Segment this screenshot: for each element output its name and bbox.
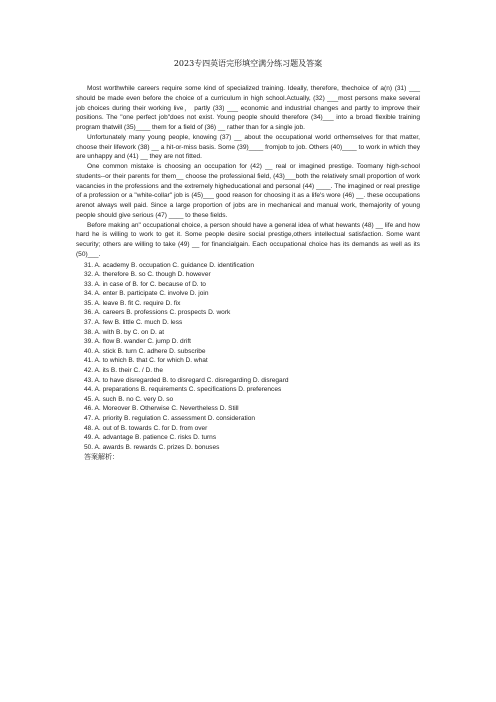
- option-line: 33. A. in case of B. for C. because of D. to: [84, 280, 206, 288]
- document-title: 2023专四英语完形填空满分练习题及答案: [173, 59, 323, 68]
- option-line: 34. A. enter B. participate C. involve D. join: [84, 290, 209, 298]
- option-line: 49. A. advantage B. patience C. risks D. turns: [84, 434, 217, 442]
- option-line: 38. A. with B. by C. on D. at: [84, 328, 165, 336]
- option-line: 47. A. priority B. regulation C. assessment D. consideration: [84, 415, 256, 422]
- paragraph: Most worthwhile careers require some kind of specialized training. Ideally, therefore, thechoice of a(n) (31) ___ should be made even before the choice of a curriculum in high school.Actually, (32) ___most persons make several job choices during their working live， partly (33) ___ economic and industrial changes and partly to improve their positions. The "one perfect job"does not exist. Young people should therefore (34)___ into a broad flexible training program thatwill (35)____ them for a field of (36) __ rather than for a single job.: [76, 85, 420, 131]
- option-line: 50. A. awards B. rewards C. prizes D. bonuses: [84, 443, 220, 451]
- option-line: 37. A. few B. little C. much D. less: [84, 319, 183, 327]
- option-line: 32. A. therefore B. so C. though D. however: [84, 271, 211, 279]
- paragraph: Unfortunately many young people, knowing (37) __ about the occupational world orthemselves for that matter, choose their lifework (38) __ a hit-or-miss basis. Some (39)____ fromjob to job. Others (40)____ to work in which they are unhappy and (41) __ they are not fitted.: [76, 133, 420, 161]
- option-line: 42. A. its B. their C. / D. the: [84, 367, 163, 375]
- option-line: 39. A. flow B. wander C. jump D. drift: [84, 338, 191, 346]
- answer-heading: 答案解析：: [84, 453, 119, 462]
- option-line: 46. A. Moreover B. Otherwise C. Nevertheless D. Still: [84, 405, 239, 413]
- options-list: [76, 261, 420, 453]
- option-line: 36. A. careers B. professions C. prospects D. work: [84, 309, 231, 317]
- option-line: 45. A. such B. no C. very D. so: [84, 395, 174, 403]
- option-line: 35. A. leave B. fit C. require D. fix: [84, 299, 181, 307]
- document-body: [76, 84, 420, 463]
- option-line: 43. A. to have disregarded B. to disregard C. disregarding D. disregard: [84, 376, 289, 384]
- option-line: 41. A. to which B. that C. for which D. what: [84, 357, 208, 365]
- option-line: 40. A. stick B. turn C. adhere D. subscribe: [84, 347, 206, 355]
- paragraph: One common mistake is choosing an occupation for (42) __ real or imagined prestige. Toomany high-school students--or their parents for them__ choose the professional field, (43)___both the relatively small proportion of work vacancies in the professions and the extremely higheducational and personal (44) ____. The imagined or real prestige of a profession or a "white-collar" job is (45)___ good reason for choosing it as a life's wore (46) __. these occupations arenot always well paid. Since a large proportion of jobs are in mechanical and manual work, themajority of young people should give serious (47) ____ to these fields.: [76, 163, 420, 219]
- option-line: 48. A. out of B. towards C. for D. from over: [84, 424, 208, 432]
- option-line: 31. A. academy B. occupation C. guidance D. identification: [84, 261, 254, 269]
- option-line: 44. A. preparations B. requirements C. specifications D. preferences: [84, 386, 282, 394]
- paragraph: Before making an" occupational choice, a person should have a general idea of what hewants (48) __ life and how hard he is willing to work to get it. Some people desire social prestige,others intellectual satisfaction. Some want security; others are willing to take (49) __ for financialgain. Each occupational choice has its demands as well as its (50)___.: [76, 221, 420, 258]
